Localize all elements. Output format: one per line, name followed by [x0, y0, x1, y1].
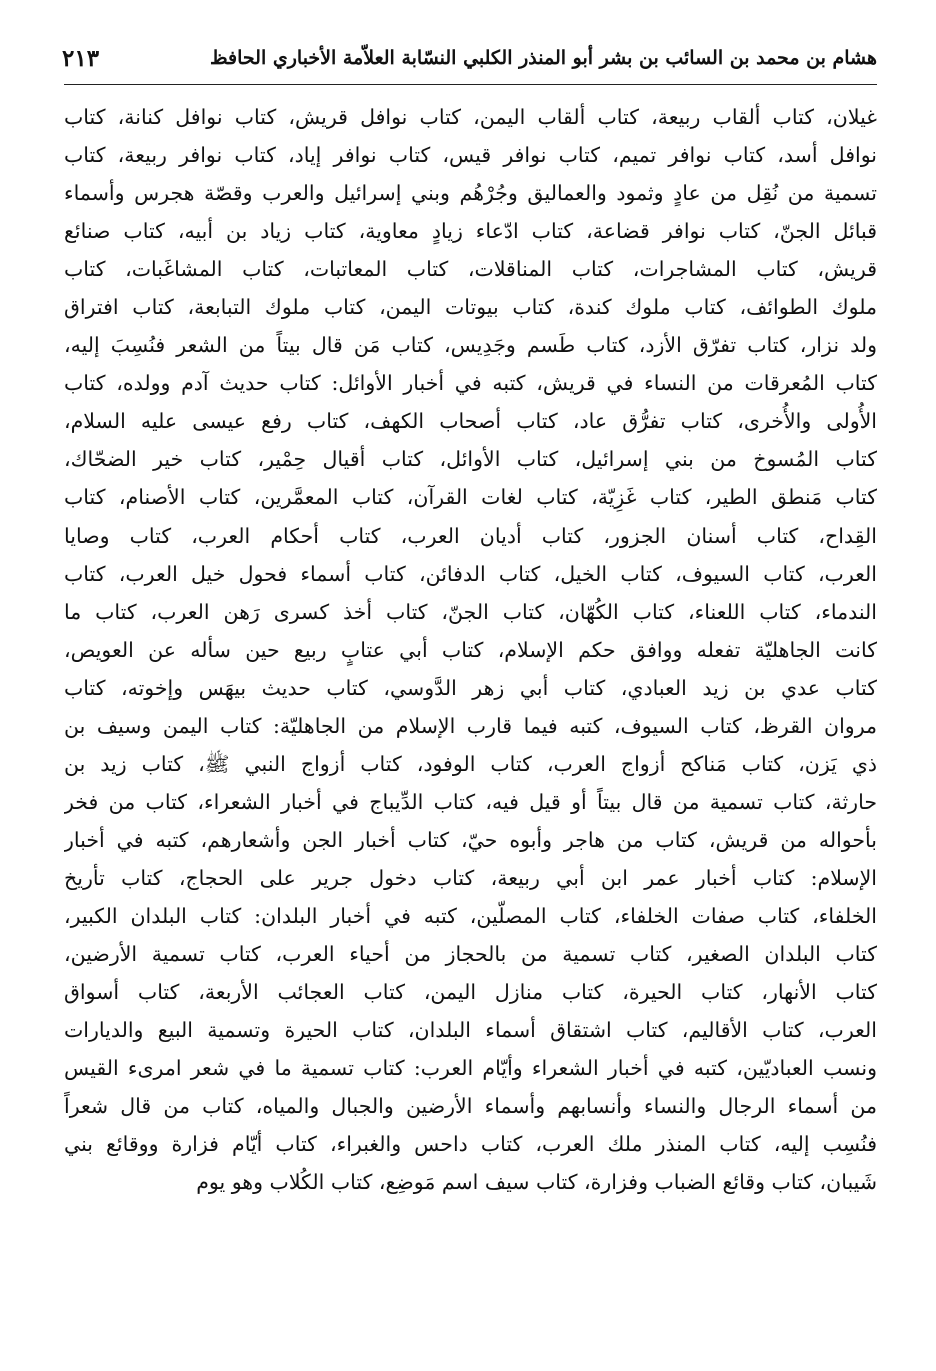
- text-line: الندماء، كتاب اللعناء، كتاب الكُهّان، كتاب الجنّ، كتاب أخذ كسرى رَهن العرب، كتاب ما: [64, 599, 877, 624]
- text-line: القِداح، كتاب أسنان الجزور، كتاب أديان العرب، كتاب أحكام العرب، كتاب وصايا: [64, 523, 877, 548]
- text-line: كانت الجاهليّة تفعله ووافق حكم الإسلام، كتاب أبي عتابٍ ربيع حين سأله عن العويص،: [64, 637, 877, 662]
- text-line: كتاب البلدان الصغير، كتاب تسمية من بالحجاز من أحياء العرب، كتاب تسمية الأرضين،: [64, 942, 877, 967]
- text-line: غيلان، كتاب ألقاب ربيعة، كتاب ألقاب اليمن، كتاب نوافل قريش، كتاب نوافل كنانة، كتاب: [64, 105, 877, 129]
- text-line: حارثة، كتاب تسمية من قال بيتاً أو قيل فيه، كتاب الدِّيباج في أخبار الشعراء، كتاب من فخر: [64, 789, 877, 814]
- text-line: ونسب العباديّين، كتبه في أخبار الشعراء وأيّام العرب: كتاب تسمية ما في شعر امرىء القيس: [64, 1056, 877, 1081]
- text-line: قريش، كتاب المشاجرات، كتاب المناقلات، كتاب المعاتبات، كتاب المشاغَبات، كتاب: [64, 257, 877, 282]
- text-line: شَيبان، كتاب وقائع الضباب وفزارة، كتاب سيف اسم مَوضِع، كتاب الكُلاب وهو يوم: [196, 1170, 877, 1195]
- text-line: ملوك الطوائف، كتاب ملوك كندة، كتاب بيوتات اليمن، كتاب ملوك التبابعة، كتاب افتراق: [64, 295, 877, 320]
- running-title: هشام بن محمد بن السائب بن بشر أبو المنذر الكلبي النسّابة العلاّمة الأخباري الحافظ: [210, 47, 877, 69]
- text-line: تسمية من نُقِل من عادٍ وثمود والعماليق وجُرْهُم وبني إسرائيل والعرب وقصّة هجرس وأسماء: [64, 181, 877, 206]
- text-line: كتاب المُعرقات من النساء في قريش، كتبه في أخبار الأوائل: كتاب حديث آدم وولده، كتاب: [64, 371, 877, 396]
- text-line: الأُولى والأُخرى، كتاب تفرُّق عاد، كتاب أصحاب الكهف، كتاب رفع عيسى عليه السلام،: [64, 409, 877, 434]
- header-rule: [64, 84, 877, 85]
- text-line: نوافل أسد، كتاب نوافر تميم، كتاب نوافر قيس، كتاب نوافر إياد، كتاب نوافر ربيعة، كتاب: [64, 143, 877, 168]
- body-text: [64, 98, 877, 1201]
- text-line: مروان القرظ، كتاب السيوف، كتبه فيما قارب الإسلام من الجاهليّة: كتاب اليمن وسيف بن: [64, 713, 877, 738]
- text-line: كتاب المُسوخ من بني إسرائيل، كتاب الأوائل، كتاب أقيال حِمْير، كتاب خير الضحّاك،: [64, 447, 877, 472]
- text-line: ولد نزار، كتاب تفرّق الأزد، كتاب طَسم وجَدِيس، كتاب مَن قال بيتاً من الشعر فنُسِبَ إليه،: [64, 333, 877, 358]
- text-line: فنُسِب إليه، كتاب المنذر ملك العرب، كتاب داحس والغبراء، كتاب أيّام فزارة ووقائع بني: [64, 1132, 877, 1157]
- text-line: كتاب الأنهار، كتاب الحيرة، كتاب منازل اليمن، كتاب العجائب الأربعة، كتاب أسواق: [64, 980, 877, 1005]
- text-line: بأحواله من قريش، كتاب من هاجر وأبوه حيّ، كتاب أخبار الجن وأشعارهم، كتبه في أخبار: [64, 827, 877, 852]
- running-header: [62, 38, 877, 78]
- text-line: كتاب عدي بن زيد العبادي، كتاب أبي زهر الدَّوسي، كتاب حديث بيهَس وإخوته، كتاب: [64, 675, 877, 700]
- text-line: العرب، كتاب السيوف، كتاب الخيل، كتاب الدفائن، كتاب أسماء فحول خيل العرب، كتاب: [64, 561, 877, 586]
- text-line: قبائل الجنّ، كتاب نوافر قضاعة، كتاب ادّعاء زيادٍ معاوية، كتاب زياد بن أبيه، كتاب صنائع: [64, 219, 877, 244]
- text-line: كتاب مَنطق الطير، كتاب غَزِيّة، كتاب لغات القرآن، كتاب المعمَّرين، كتاب الأصنام، كتاب: [64, 485, 877, 510]
- text-line: ذي يَزن، كتاب مَناكح أزواج العرب، كتاب الوفود، كتاب أزواج النبي ﷺ، كتاب زيد بن: [64, 751, 877, 776]
- text-line: الإسلام: كتاب أخبار عمر ابن أبي ربيعة، كتاب دخول جرير على الحجاج، كتاب تأريخ: [64, 865, 877, 890]
- text-line: العرب، كتاب الأقاليم، كتاب اشتقاق أسماء البلدان، كتاب الحيرة وتسمية البيع والديارات: [64, 1018, 877, 1043]
- text-line: من أسماء الرجال والنساء وأنسابهم وأسماء الأرضين والجبال والمياه، كتاب من قال شعراً: [64, 1094, 877, 1119]
- page-number: ٢١٣: [62, 44, 100, 72]
- text-line: الخلفاء، كتاب صفات الخلفاء، كتاب المصلّين، كتبه في أخبار البلدان: كتاب البلدان الكبير،: [64, 903, 877, 928]
